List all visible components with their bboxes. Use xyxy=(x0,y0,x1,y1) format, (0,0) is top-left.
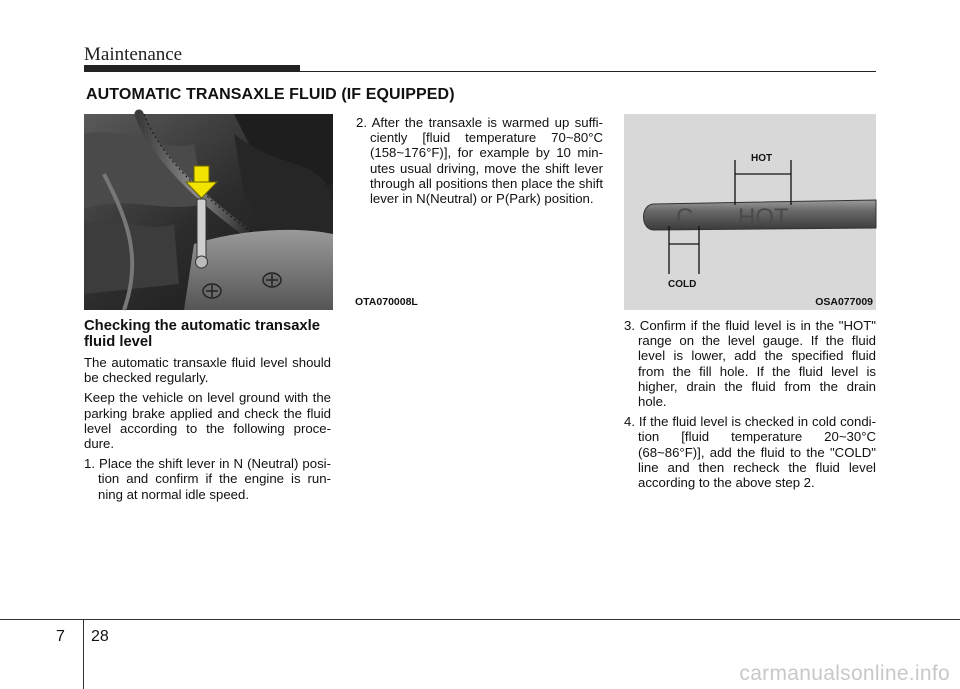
subsection-heading: Checking the automatic transaxle fluid level xyxy=(84,318,320,350)
photo-caption: OTA070008L xyxy=(352,295,421,309)
gauge-caption: OSA077009 xyxy=(815,296,873,308)
hot-range-bracket xyxy=(735,160,791,205)
step-2: 2. After the transaxle is warmed up suffi- ciently [fluid temperature 70~80°C (158~176°F)], for example by 10 min- utes usual driving, move the shift lever through all positions then place the shift lever in N(Neutral) or P(Park) position. xyxy=(356,115,603,207)
engine-bay-illustration xyxy=(84,114,333,310)
step-4: 4. If the fluid level is checked in cold condi- tion [fluid temperature 20~30°C (68~86°F)], add the fluid to the "COLD" line and then recheck the fluid level according to the above step 2. xyxy=(624,414,876,491)
step-1: 1. Place the shift lever in N (Neutral) posi- tion and confirm if the engine is run- ning at normal idle speed. xyxy=(84,456,331,502)
right-text-column xyxy=(624,318,876,495)
page-number: 28 xyxy=(91,628,109,645)
dipstick-gauge-figure xyxy=(624,114,876,310)
engine-bay-photo xyxy=(84,114,418,310)
footer-rule xyxy=(0,619,960,620)
dipstick-word: HOT xyxy=(738,204,789,231)
procedure-paragraph: Keep the vehicle on level ground with the parking brake applied and check the fluid level according to the following proce- dure. xyxy=(84,390,331,452)
left-text-column xyxy=(84,318,331,507)
step-3: 3. Confirm if the fluid level is in the "HOT" range on the level gauge. If the fluid level is lower, add the specified fluid from the fill hole. If the fluid level is higher, drain the fluid from the drain hole. xyxy=(624,318,876,410)
middle-text-column xyxy=(356,115,603,211)
dipstick-diagram xyxy=(624,114,876,310)
cold-label: COLD xyxy=(668,279,697,290)
page-header-title: Maintenance xyxy=(84,44,183,65)
header-rule-thin xyxy=(84,71,876,72)
hot-label: HOT xyxy=(751,153,773,164)
dipstick-letter: C xyxy=(676,204,694,231)
chapter-number: 7 xyxy=(56,628,65,645)
section-heading: AUTOMATIC TRANSAXLE FLUID (IF EQUIPPED) xyxy=(86,86,455,103)
footer-divider xyxy=(83,620,84,689)
watermark: carmanualsonline.info xyxy=(739,662,950,685)
cold-range-bracket xyxy=(669,226,699,274)
intro-paragraph: The automatic transaxle fluid level should be checked regularly. xyxy=(84,355,331,386)
